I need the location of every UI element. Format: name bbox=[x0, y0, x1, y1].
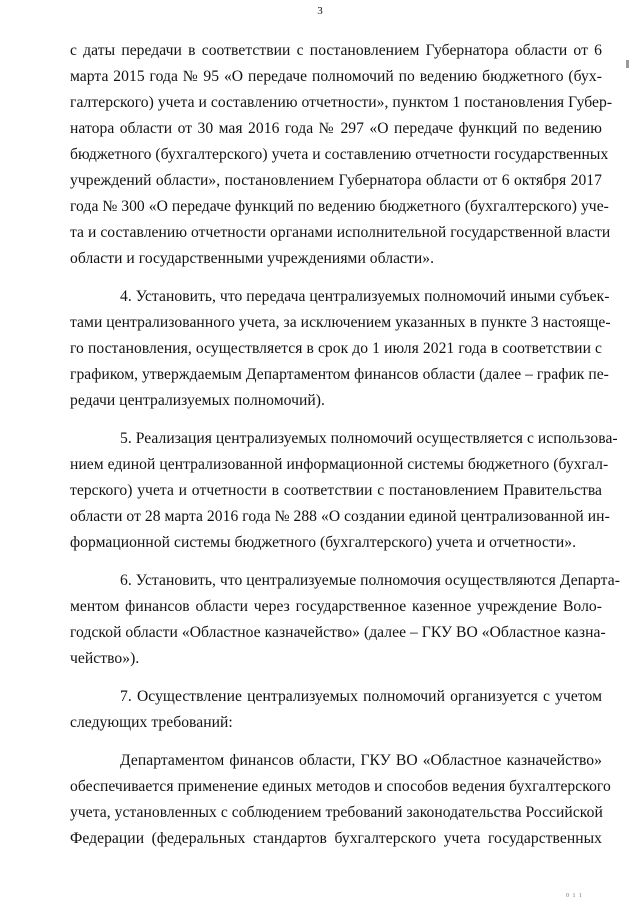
text-line: с даты передачи в соответствии с постановлением Губернатора области от 6 bbox=[70, 42, 602, 59]
page-number: 3 bbox=[317, 5, 323, 17]
paragraph-gap bbox=[70, 672, 602, 684]
text-line: Департаментом финансов области, ГКУ ВО «Областное казначейство» bbox=[120, 752, 602, 769]
text-line: го постановления, осуществляется в срок до 1 июля 2021 года в соответствии с bbox=[70, 340, 602, 357]
text-line: области от 28 марта 2016 года № 288 «О создании единой централизованной ин- bbox=[70, 508, 610, 525]
text-line: натора области от 30 мая 2016 года № 297 «О передаче функций по ведению bbox=[70, 120, 602, 137]
document-body bbox=[70, 38, 620, 852]
text-line: учета, установленных с соблюдением требований законодательства Российской bbox=[70, 804, 603, 821]
text-line: графиком, утверждаемым Департаментом финансов области (далее – график пе- bbox=[70, 366, 609, 383]
text-line: чейство»). bbox=[70, 650, 140, 667]
text-line: обеспечивается применение единых методов и способов ведения бухгалтерского bbox=[70, 778, 611, 795]
text-line: учреждений области», постановлением Губернатора области от 6 октября 2017 bbox=[70, 172, 602, 189]
text-line: терского) учета и отчетности в соответствии с постановлением Правительства bbox=[70, 482, 602, 499]
text-line: года № 300 «О передаче функций по ведению бюджетного (бухгалтерского) уче- bbox=[70, 198, 609, 215]
text-line: ментом финансов области через государственное казенное учреждение Воло- bbox=[70, 598, 602, 615]
text-line: галтерского) учета и составлению отчетности», пунктом 1 постановления Губер- bbox=[70, 94, 613, 111]
paragraph-gap bbox=[70, 272, 602, 284]
paragraph-gap bbox=[70, 414, 602, 426]
text-line: области и государственными учреждениями области». bbox=[70, 250, 435, 267]
text-line: нием единой централизованной информационной системы бюджетного (бухгал- bbox=[70, 456, 609, 473]
text-line: марта 2015 года № 95 «О передаче полномочий по ведению бюджетного (бух- bbox=[70, 68, 602, 85]
text-line: та и составлению отчетности органами исполнительной государственной власти bbox=[70, 224, 611, 241]
text-line: годской области «Областное казначейство» (далее – ГКУ ВО «Областное казна- bbox=[70, 624, 606, 641]
text-line: редачи централизуемых полномочий). bbox=[70, 392, 325, 409]
text-line: 4. Установить, что передача централизуемых полномочий иными субъек- bbox=[120, 288, 610, 305]
paragraph-gap bbox=[70, 556, 602, 568]
text-line: Федерации (федеральных стандартов бухгалтерского учета государственных bbox=[70, 830, 602, 847]
text-line: 7. Осуществление централизуемых полномочий организуется с учетом bbox=[120, 688, 602, 705]
text-line: формационной системы бюджетного (бухгалтерского) учета и отчетности». bbox=[70, 534, 577, 551]
scan-edge-mark bbox=[626, 60, 629, 68]
text-line: следующих требований: bbox=[70, 714, 233, 731]
paragraph-gap bbox=[70, 736, 602, 748]
text-line: тами централизованного учета, за исключением указанных в пункте 3 настояще- bbox=[70, 314, 611, 331]
text-line: бюджетного (бухгалтерского) учета и составлению отчетности государственных bbox=[70, 146, 609, 163]
text-line: 6. Установить, что централизуемые полномочия осуществляются Департа- bbox=[120, 572, 620, 589]
scan-corner-mark: 0 1 1 bbox=[566, 893, 583, 899]
text-line: 5. Реализация централизуемых полномочий осуществляется с использова- bbox=[120, 430, 618, 447]
